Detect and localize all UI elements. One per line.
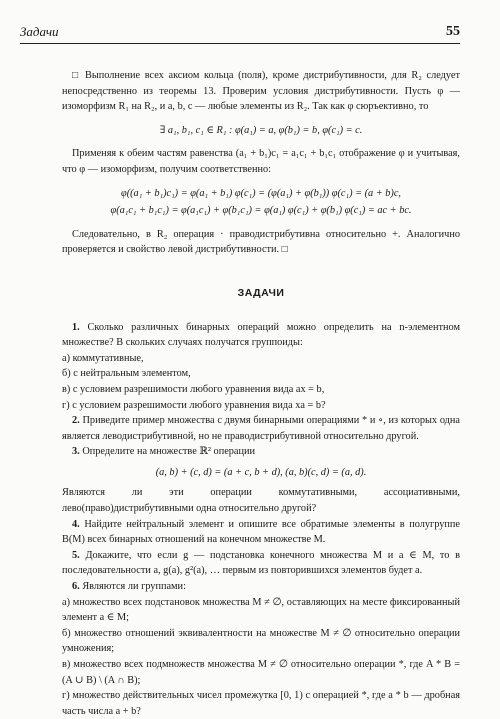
problem-3-text: Определите на множестве ℝ² операции — [82, 446, 256, 458]
problem-3-equation: (a, b) + (c, d) = (a + c, b + d), (a, b)(c, d) = (a, d). — [155, 466, 367, 478]
problem-2-text: Приведите пример множества с двумя бинарными операциями * и ∘, из которых одна является леводистрибутивной, но не праводистрибутивной относительно другой. — [62, 415, 460, 442]
problem-5-text: Докажите, что если g — подстановка конечного множества M и a ∈ M, то в последовательности a, g(a), g²(a), … первым из повторившихся элементов будет a. — [62, 549, 461, 577]
section-title: ЗАДАЧИ — [237, 286, 285, 299]
problem-1-item-a: а) коммутативные, — [62, 352, 144, 364]
problem-3 — [62, 444, 460, 460]
problem-1-item-c: в) с условием разрешимости любого уравнения вида ax = b, — [62, 383, 325, 395]
problem-6-item-d: г) множество действительных чисел промежутка [0, 1) с операцией *, где a * b — дробная часть числа a + b? — [62, 690, 460, 717]
problem-6-item-a: а) множество всех подстановок множества M ≠ ∅, оставляющих на месте фиксированный элемент a ∈ M; — [62, 596, 460, 624]
running-header — [20, 22, 460, 40]
page-number: 55 — [446, 24, 460, 39]
problem-6-text: Являются ли группами: — [82, 581, 186, 593]
proof-paragraph-3: Следовательно, в R₂ операция · праводистрибутивна относительно +. Аналогично проверяется и свойство левой дистрибутивности. □ — [62, 228, 460, 256]
header-rule — [20, 43, 460, 44]
problem-5 — [62, 548, 460, 579]
problem-1-text: Сколько различных бинарных операций можно определить на n-элементном множестве? В скольких случаях получатся группоиды: — [62, 321, 460, 349]
problem-4-text: Найдите нейтральный элемент и опишите все обратимые элементы в полугруппе B(M) всех бинарных отношений на конечном множестве M. — [62, 518, 460, 546]
problem-2 — [62, 413, 460, 444]
problem-5-number: 5. — [72, 549, 80, 561]
header-title: Задачи — [20, 24, 59, 39]
proof-paragraph-1: □ Выполнение всех аксиом кольца (поля), кроме дистрибутивности, для R₂ следует непосредственно из теоремы 13. Проверим условия дистрибутивности. Пусть φ — изоморфизм R₁ на R₂, и a, b, c — любые элементы из R₂. Так как φ сюръективно, то — [62, 70, 460, 113]
problem-1 — [62, 320, 460, 351]
problem-6-item-c: в) множество всех подмножеств множества M ≠ ∅ относительно операции *, где A * B = (A ∪ B) \ (A ∩ B); — [62, 659, 460, 686]
problem-1-number: 1. — [72, 321, 80, 333]
equation-right-side: φ(a₁c₁ + b₁c₁) = φ(a₁c₁) + φ(b₁c₁) = φ(a₁) φ(c₁) + φ(b₁) φ(c₁) = ac + bc. — [110, 205, 412, 217]
problem-6-number: 6. — [72, 581, 80, 593]
problem-6 — [62, 579, 460, 595]
problem-1-item-d: г) с условием разрешимости любого уравнения вида xa = b? — [62, 399, 326, 411]
problem-1-item-b: б) с нейтральным элементом, — [62, 368, 191, 380]
problem-6-item-b: б) множество отношений эквивалентности на множестве M ≠ ∅ относительно операции умножения; — [62, 627, 460, 655]
equation-left-side: φ((a₁ + b₁)c₁) = φ(a₁ + b₁) φ(c₁) = (φ(a₁) + φ(b₁)) φ(c₁) = (a + b)c, — [121, 187, 401, 199]
problem-2-number: 2. — [72, 415, 80, 427]
problem-4-number: 4. — [72, 518, 80, 530]
problem-4 — [62, 517, 460, 548]
equation-exists: ∃ a₁, b₁, c₁ ∈ R₁ : φ(a₁) = a, φ(b₁) = b, φ(c₁) = c. — [159, 124, 363, 136]
problem-3-number: 3. — [72, 446, 80, 458]
problem-3-question: Являются ли эти операции коммутативными, ассоциативными, лево(право)дистрибутивными одна относительно другой? — [62, 487, 460, 515]
proof-paragraph-2: Применяя к обеим частям равенства (a₁ + b₁)c₁ = a₁c₁ + b₁c₁ отображение φ и учитывая, что φ — изоморфизм, получим соответственно: — [62, 148, 460, 175]
page-body — [62, 68, 460, 719]
